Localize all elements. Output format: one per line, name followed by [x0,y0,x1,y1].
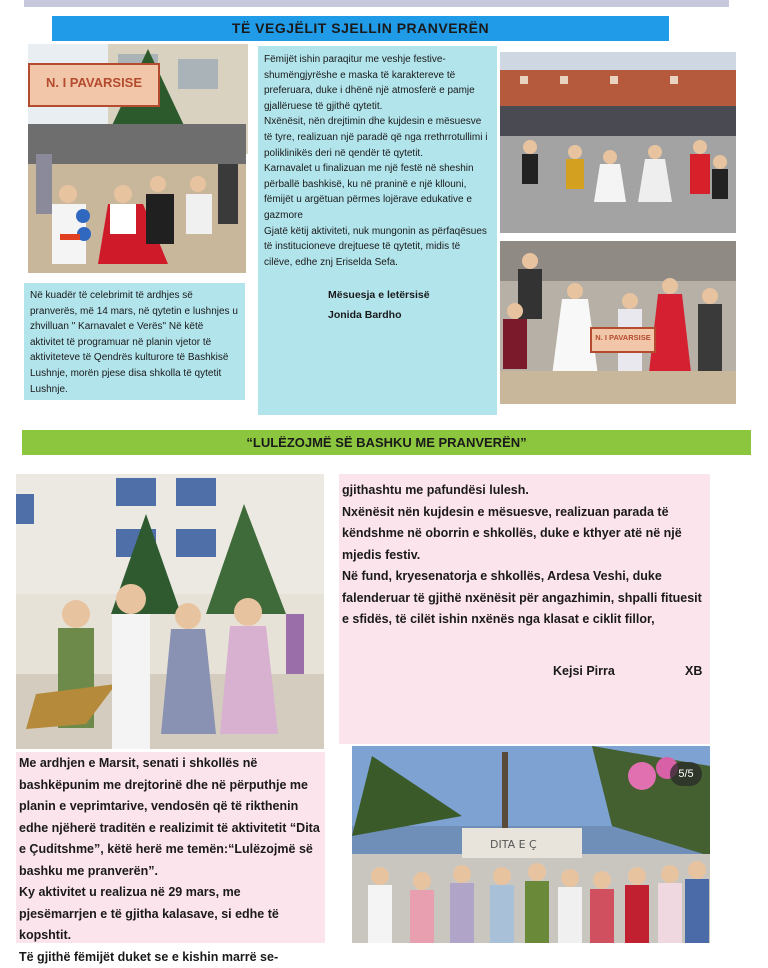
section-2-right-text-box [339,474,710,744]
school-wall-text: DITA E Ç [490,838,537,851]
school-sign: N. I PAVARSISE [28,63,160,107]
left-paragraph: Të gjithë fëmijët duket se e kishin marrë se- [19,947,321,968]
article-paragraph: Nxënësit, nën drejtimin dhe kujdesin e mësuesve të tyre, realizuan një paradë që nga rrethrrotullimi i poliklinikës deri në qendër të qytetit. [264,114,491,161]
spring-girls-photo [16,474,324,749]
author-name: Jonida Bardho [264,308,491,324]
spring-girls-image [16,474,324,749]
school-yard-image [352,746,710,943]
author-line [339,661,710,683]
class-label: XB [685,661,702,683]
section-2-left-text-box [16,752,325,943]
image-pager-badge[interactable]: 5/5 [670,762,702,786]
school-sign-2: N. I PAVARSISE [590,327,656,353]
carnival-parade-photo [28,44,246,273]
left-paragraph: Me ardhjen e Marsit, senati i shkollës në bashkëpunim me drejtorinë dhe në përputhje me planin e veprimtarive, vendosën që të rikthenin edhe njëherë traditën e realizimit të aktivitetit “Dita e Çuditshme”, këtë herë me temën:“Lulëzojmë së bashku me pranverën”. [19,753,321,882]
article-paragraph: Karnavalet u finalizuan me një festë në sheshin përballë bashkisë, ku në praninë e një kllouni, fëmijët u argëtuan përmes lojërave edukative e gazmore [264,161,491,223]
intro-text-box [24,283,245,400]
right-paragraph: Nxënësit nën kujdesin e mësuesve, realizuan parada të këndshme në oborrin e shkollës, duke e kthyer atë në një mjedis festiv. [342,502,706,567]
right-paragraph: gjithashtu me pafundësi lulesh. [342,480,706,502]
students-costumes-photo [500,241,736,404]
article-text-box [258,46,497,415]
section-1-banner: TË VEGJËLIT SJELLIN PRANVERËN [52,16,669,41]
left-paragraph: Ky aktivitet u realizua në 29 mars, me pjesëmarrjen e të gjitha kalasave, si edhe të kopshtit. [19,882,321,947]
school-yard-photo [352,746,710,943]
author-name: Kejsi Pirra [553,661,615,683]
top-strip [24,0,729,7]
town-square-photo [500,52,736,233]
article-paragraph: Fëmijët ishin paraqitur me veshje festive-shumëngjyrëshe e maska të karaktereve të preferuara, duke i dhënë një atmosferë e pamje gjallëruese të gjithë qytetit. [264,52,491,114]
town-square-image [500,52,736,233]
intro-paragraph: Në kuadër të celebrimit të ardhjes së pranverës, më 14 mars, në qytetin e lushnjes u zhvilluan " Karnavalet e Verës" Në këtë aktivitet të programuar në planin vjetor të aktiviteteve të Qendrës kulturore të Bashkisë Lushnje, morën pjese disa shkolla të qytetit Lushnje. [30,288,239,397]
article-paragraph: Gjatë këtij aktiviteti, nuk mungonin as përfaqësues të institucioneve drejtuese të qytetit, midis të cilëve, edhe znj Eriselda Sefa. [264,224,491,271]
author-role: Mësuesja e letërsisë [264,288,491,304]
right-paragraph: Në fund, kryesenatorja e shkollës, Ardesa Veshi, duke falenderuar të gjithë nxënësit për angazhimin, shpalli fituesit e sfidës, të cilët ishin nxënës nga klasat e ciklit fillor, [342,566,706,631]
students-costumes-image [500,241,736,404]
section-2-banner: “LULËZOJMË SË BASHKU ME PRANVERËN” [22,430,751,455]
